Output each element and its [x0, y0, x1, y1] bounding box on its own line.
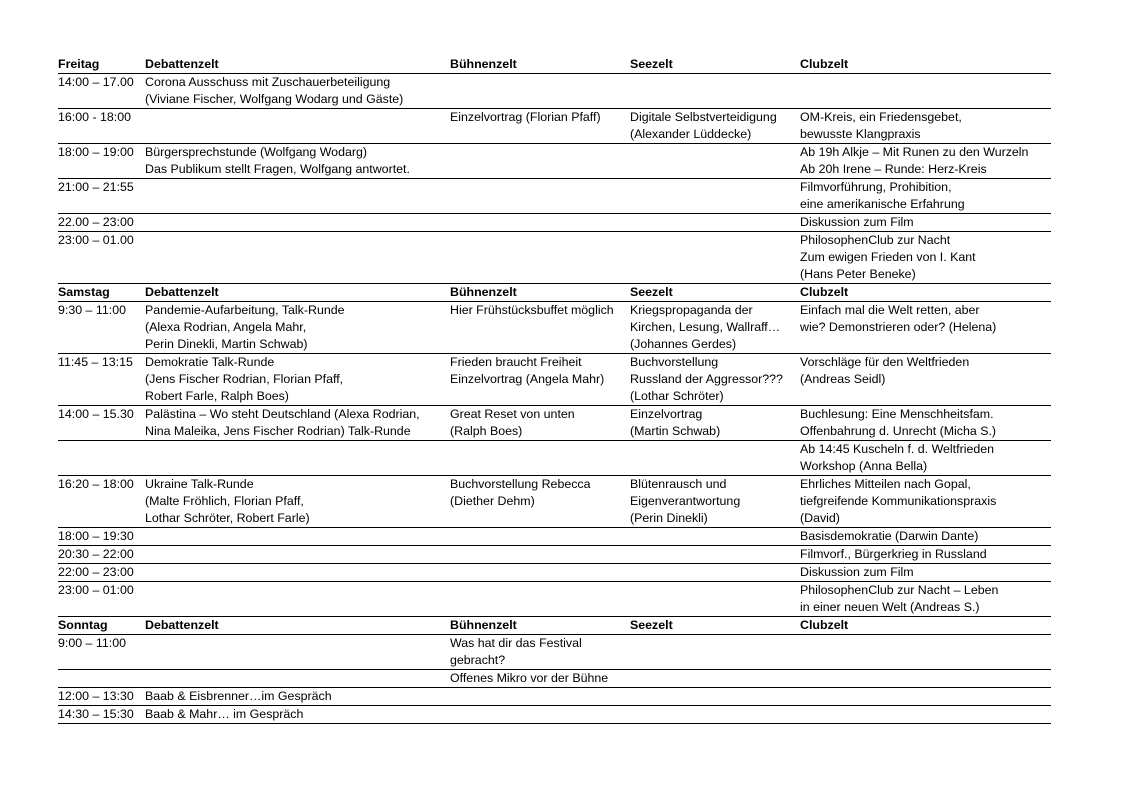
event-cell-seezelt [630, 74, 800, 109]
event-cell-buehnenzelt [450, 688, 630, 706]
time-slot-cell: 11:45 – 13:15 [58, 355, 133, 369]
event-cell-buehnenzelt [450, 441, 630, 476]
event-cell-seezelt [630, 688, 800, 706]
schedule-row [58, 706, 1051, 724]
event-cell-debattenzelt [145, 232, 450, 284]
time-slot-cell: 22:00 – 23:00 [58, 565, 134, 579]
event-cell-seezelt: Kriegspropaganda der Kirchen, Lesung, Wallraff… (Johannes Gerdes) [630, 303, 781, 351]
event-cell-seezelt [630, 144, 800, 179]
event-cell-clubzelt: Ab 19h Alkje – Mit Runen zu den Wurzeln Ab 20h Irene – Runde: Herz-Kreis [800, 145, 1029, 176]
event-cell-debattenzelt [145, 441, 450, 476]
tent-header-clubzelt: Clubzelt [800, 285, 849, 299]
time-slot-cell: 23:00 – 01:00 [58, 583, 134, 597]
schedule-row [58, 582, 1051, 617]
event-cell-clubzelt: Ehrliches Mitteilen nach Gopal, tiefgreifende Kommunikationspraxis (David) [800, 477, 997, 525]
schedule-row [58, 406, 1051, 441]
event-cell-clubzelt: PhilosophenClub zur Nacht – Leben in einer neuen Welt (Andreas S.) [800, 583, 999, 614]
tent-header-buehnenzelt: Bühnenzelt [450, 285, 517, 299]
event-cell-debattenzelt [145, 179, 450, 214]
tent-header-buehnenzelt: Bühnenzelt [450, 618, 517, 632]
event-cell-buehnenzelt: Frieden braucht Freiheit Einzelvortrag (Angela Mahr) [450, 355, 605, 386]
event-cell-debattenzelt [145, 546, 450, 564]
day-header-row [58, 284, 1051, 302]
event-cell-seezelt [630, 670, 800, 688]
time-slot-cell: 14:00 – 15.30 [58, 407, 134, 421]
time-slot-cell: 23:00 – 01.00 [58, 233, 134, 247]
event-cell-clubzelt: Filmvorf., Bürgerkrieg in Russland [800, 547, 987, 561]
event-cell-buehnenzelt [450, 564, 630, 582]
event-cell-debattenzelt: Ukraine Talk-Runde (Malte Fröhlich, Florian Pfaff, Lothar Schröter, Robert Farle) [145, 477, 310, 525]
schedule-row [58, 546, 1051, 564]
event-cell-seezelt [630, 179, 800, 214]
event-cell-seezelt [630, 564, 800, 582]
schedule-row [58, 441, 1051, 476]
event-cell-buehnenzelt: Offenes Mikro vor der Bühne [450, 671, 609, 685]
event-cell-clubzelt [800, 635, 1051, 670]
time-slot-cell: 9:00 – 11:00 [58, 636, 126, 650]
event-cell-buehnenzelt: Buchvorstellung Rebecca (Diether Dehm) [450, 477, 591, 508]
tent-header-debattenzelt: Debattenzelt [145, 285, 219, 299]
schedule-row [58, 688, 1051, 706]
event-cell-debattenzelt [145, 635, 450, 670]
schedule-row [58, 144, 1051, 179]
day-header-row [58, 56, 1051, 74]
time-slot-cell [58, 670, 145, 688]
event-cell-debattenzelt: Pandemie-Aufarbeitung, Talk-Runde (Alexa Rodrian, Angela Mahr, Perin Dinekli, Martin Schwab) [145, 303, 345, 351]
schedule-body [58, 56, 1051, 724]
schedule-row [58, 232, 1051, 284]
schedule-row [58, 214, 1051, 232]
tent-header-clubzelt: Clubzelt [800, 57, 849, 71]
time-slot-cell: 16:20 – 18:00 [58, 477, 134, 491]
time-slot-cell [58, 441, 145, 476]
event-cell-clubzelt: OM-Kreis, ein Friedensgebet, bewusste Klangpraxis [800, 110, 962, 141]
schedule-row [58, 302, 1051, 354]
event-cell-buehnenzelt [450, 144, 630, 179]
event-cell-seezelt [630, 528, 800, 546]
event-cell-clubzelt [800, 74, 1051, 109]
time-slot-cell: 18:00 – 19:00 [58, 145, 134, 159]
event-cell-clubzelt: Buchlesung: Eine Menschheitsfam. Offenbahrung d. Unrecht (Micha S.) [800, 407, 997, 438]
tent-header-seezelt: Seezelt [630, 57, 673, 71]
event-cell-debattenzelt: Baab & Eisbrenner…im Gespräch [145, 689, 332, 703]
event-cell-seezelt: Buchvorstellung Russland der Aggressor??? (Lothar Schröter) [630, 355, 783, 403]
event-cell-buehnenzelt: Einzelvortrag (Florian Pfaff) [450, 110, 601, 124]
event-cell-buehnenzelt [450, 232, 630, 284]
event-cell-clubzelt: Ab 14:45 Kuscheln f. d. Weltfrieden Workshop (Anna Bella) [800, 442, 995, 473]
event-cell-debattenzelt: Corona Ausschuss mit Zuschauerbeteiligung (Viviane Fischer, Wolfgang Wodarg und Gäste) [145, 75, 404, 106]
schedule-row [58, 564, 1051, 582]
event-cell-seezelt [630, 232, 800, 284]
tent-header-seezelt: Seezelt [630, 618, 673, 632]
event-cell-debattenzelt [145, 670, 450, 688]
event-cell-seezelt [630, 635, 800, 670]
event-cell-seezelt [630, 214, 800, 232]
event-cell-buehnenzelt [450, 706, 630, 724]
event-cell-debattenzelt [145, 109, 450, 144]
schedule-row [58, 354, 1051, 406]
event-cell-buehnenzelt [450, 582, 630, 617]
event-cell-buehnenzelt: Was hat dir das Festival gebracht? [450, 636, 582, 667]
event-cell-seezelt [630, 441, 800, 476]
event-cell-clubzelt: Diskussion zum Film [800, 215, 914, 229]
event-cell-debattenzelt [145, 564, 450, 582]
tent-header-buehnenzelt: Bühnenzelt [450, 57, 517, 71]
time-slot-cell: 14:30 – 15:30 [58, 707, 134, 721]
tent-header-clubzelt: Clubzelt [800, 618, 849, 632]
event-cell-clubzelt [800, 706, 1051, 724]
tent-header-seezelt: Seezelt [630, 285, 673, 299]
event-cell-buehnenzelt [450, 179, 630, 214]
event-cell-clubzelt: Einfach mal die Welt retten, aber wie? Demonstrieren oder? (Helena) [800, 303, 997, 334]
event-cell-clubzelt: PhilosophenClub zur Nacht Zum ewigen Frieden von I. Kant (Hans Peter Beneke) [800, 233, 976, 281]
schedule-row [58, 635, 1051, 670]
event-cell-debattenzelt: Bürgersprechstunde (Wolfgang Wodarg) Das Publikum stellt Fragen, Wolfgang antwortet. [145, 145, 410, 176]
festival-schedule-table [58, 56, 1051, 724]
time-slot-cell: 20:30 – 22:00 [58, 547, 134, 561]
schedule-row [58, 476, 1051, 528]
day-label: Samstag [58, 285, 110, 299]
event-cell-buehnenzelt: Hier Frühstücksbuffet möglich [450, 303, 614, 317]
day-header-row [58, 617, 1051, 635]
event-cell-seezelt: Einzelvortrag (Martin Schwab) [630, 407, 721, 438]
tent-header-debattenzelt: Debattenzelt [145, 57, 219, 71]
event-cell-debattenzelt [145, 214, 450, 232]
time-slot-cell: 22.00 – 23:00 [58, 215, 134, 229]
event-cell-clubzelt [800, 688, 1051, 706]
time-slot-cell: 12:00 – 13:30 [58, 689, 134, 703]
event-cell-debattenzelt: Palästina – Wo steht Deutschland (Alexa Rodrian, Nina Maleika, Jens Fischer Rodrian) Talk-Runde [145, 407, 420, 438]
day-label: Freitag [58, 57, 100, 71]
time-slot-cell: 18:00 – 19:30 [58, 529, 134, 543]
event-cell-clubzelt: Diskussion zum Film [800, 565, 914, 579]
event-cell-debattenzelt: Demokratie Talk-Runde (Jens Fischer Rodrian, Florian Pfaff, Robert Farle, Ralph Boes) [145, 355, 344, 403]
event-cell-seezelt: Digitale Selbstverteidigung (Alexander Lüddecke) [630, 110, 777, 141]
event-cell-seezelt [630, 582, 800, 617]
tent-header-debattenzelt: Debattenzelt [145, 618, 219, 632]
time-slot-cell: 16:00 - 18:00 [58, 110, 132, 124]
event-cell-seezelt [630, 706, 800, 724]
event-cell-buehnenzelt [450, 546, 630, 564]
event-cell-seezelt [630, 546, 800, 564]
event-cell-debattenzelt [145, 582, 450, 617]
event-cell-buehnenzelt: Great Reset von unten (Ralph Boes) [450, 407, 575, 438]
event-cell-buehnenzelt [450, 528, 630, 546]
event-cell-debattenzelt [145, 528, 450, 546]
event-cell-debattenzelt: Baab & Mahr… im Gespräch [145, 707, 304, 721]
schedule-row [58, 528, 1051, 546]
event-cell-clubzelt [800, 670, 1051, 688]
time-slot-cell: 14:00 – 17.00 [58, 75, 134, 89]
event-cell-clubzelt: Basisdemokratie (Darwin Dante) [800, 529, 979, 543]
schedule-row [58, 179, 1051, 214]
event-cell-clubzelt: Vorschläge für den Weltfrieden (Andreas Seidl) [800, 355, 970, 386]
schedule-row [58, 109, 1051, 144]
schedule-row [58, 74, 1051, 109]
event-cell-clubzelt: Filmvorführung, Prohibition, eine amerikanische Erfahrung [800, 180, 965, 211]
time-slot-cell: 21:00 – 21:55 [58, 180, 134, 194]
time-slot-cell: 9:30 – 11:00 [58, 303, 126, 317]
event-cell-seezelt: Blütenrausch und Eigenverantwortung (Perin Dinekli) [630, 477, 741, 525]
schedule-row [58, 670, 1051, 688]
event-cell-buehnenzelt [450, 74, 630, 109]
event-cell-buehnenzelt [450, 214, 630, 232]
day-label: Sonntag [58, 618, 108, 632]
